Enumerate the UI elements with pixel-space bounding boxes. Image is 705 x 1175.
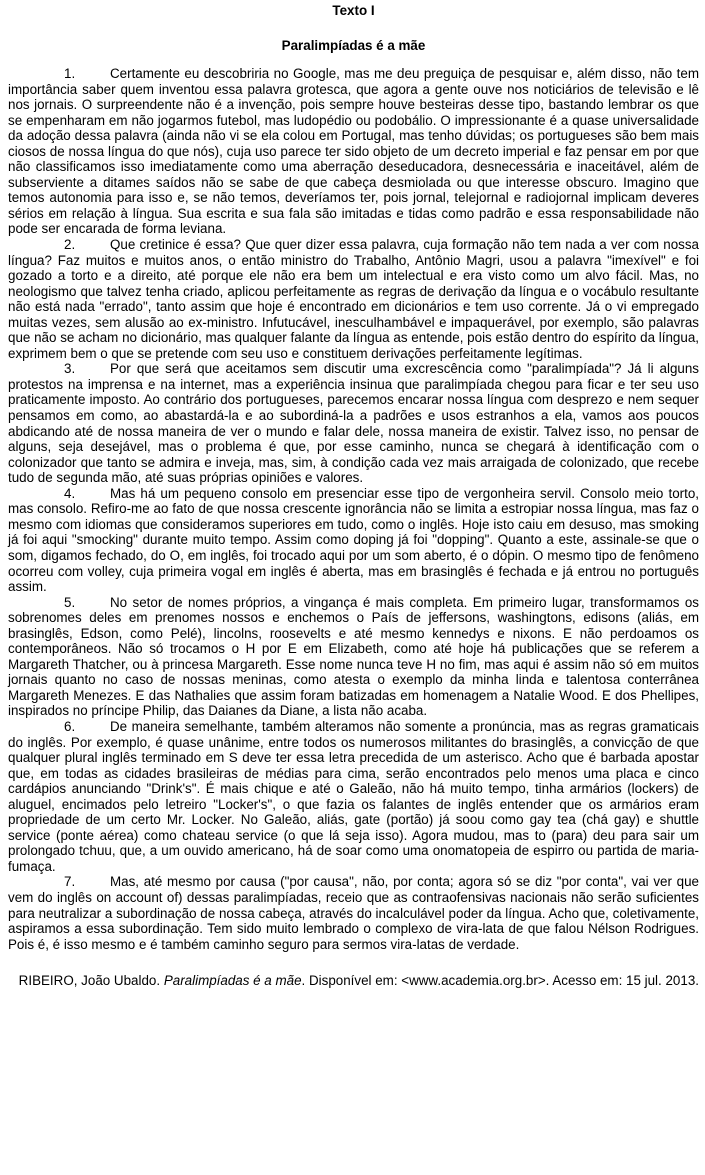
paragraph-number: 7. — [64, 874, 76, 890]
paragraph-number: 6. — [64, 718, 76, 734]
paragraph-number: 3. — [64, 361, 76, 377]
article-body — [8, 66, 699, 952]
article-title: Paralimpíadas é a mãe — [281, 38, 426, 53]
paragraph — [8, 66, 699, 237]
paragraph — [8, 719, 699, 874]
paragraph — [8, 486, 699, 595]
paragraph-text: No setor de nomes próprios, a vingança é mais completa. Em primeiro lugar, transformamos os sobrenomes deles em prenomes nossos e enchemos o País de jeffersons, washingtons, edisons (aliás, em brasinglês, Edson, como Pelé), lincolns, roosevelts e até mesmo kennedys e nixons. E não perdoamos os contemporâneos. Não só trocamos o H por E em Elizabeth, como até hoje há publicações que se referem a Margareth Thatcher, ou à princesa Margareth. Esse nome nunca teve H no fim, mas aqui é assim não só em muitos jornais quanto no caso de nossas meninas, como atesta o exemplo da minha linda e talentosa conterrânea Margareth Menezes. E das Nathalies que assim foram batizadas em homenagem a Natalie Wood. E dos Phellipes, inspirados no príncipe Philip, das Daianes da Diane, a lista não acaba. — [8, 594, 699, 719]
paragraph — [8, 874, 699, 952]
citation-source: . Disponível em: <www.academia.org.br>. Acesso em: 15 jul. 2013. — [301, 973, 699, 989]
paragraph-text: Mas, até mesmo por causa ("por causa", não, por conta; agora só se diz "por conta", vai ver que vem do inglês on account of) dessas paralimpíadas, receio que as contraofensivas nacionais não serão suficientes para neutralizar a subordinação de nossa cabeça, através do incalculável poder da língua. Acho que, coletivamente, aspiramos a essa subordinação. Tem sido muito lembrado o complexo de vira-lata de que falou Nélson Rodrigues. Pois é, é isso mesmo e é também caminho seguro para sermos vira-latas de verdade. — [8, 874, 699, 952]
citation-work: Paralimpíadas é a mãe — [163, 973, 302, 989]
paragraph-text: Por que será que aceitamos sem discutir uma excrescência como "paralimpíada"? Já li alguns protestos na imprensa e na internet, mas a experiência insinua que paralimpíada chegou para ficar e ter seu uso praticamente imposto. Ao contrário dos portugueses, parecemos encarar nossa língua com desprezo e nem sequer pensamos em como, ao abastardá-la e ao subordiná-la a padrões e usos estranhos a ela, vamos aos poucos abdicando até de nossa maneira de ver o mundo e falar dele, nossa maneira de existir. Talvez isso, no pensar de alguns, seja desejável, mas o problema é que, por esse caminho, nunca se chegará à identificação com o colonizador que tanto se admira e inveja, mas, sim, à condição cada vez mais arraigada de colonizado, que recebe tudo de segunda mão, até suas próprias opiniões e valores. — [8, 361, 699, 486]
paragraph-number: 1. — [64, 66, 76, 81]
section-label: Texto I — [332, 3, 375, 18]
paragraph-number: 4. — [64, 485, 76, 501]
paragraph — [8, 237, 699, 361]
citation — [8, 973, 699, 989]
paragraph-number: 5. — [64, 594, 76, 610]
paragraph-text: Certamente eu descobriria no Google, mas me deu preguiça de pesquisar e, além disso, não tem importância saber quem inventou essa palavra grotesca, que agora a gente ouve nos noticiários de televisão e lê nos jornais. O surpreendente não é a invenção, pois sempre houve besteiras desse tipo, bastando lembrar os que se empenharam em não jogarmos futebol, mas ludopédio ou podobálio. O impressionante é a quase universalidade da adoção dessa palavra (ainda não vi se ela colou em Portugal, mas tenho dúvidas; os portugueses são bem mais ciosos de nossa língua do que nós), cuja uso parece ter sido objeto de um decreto imperial e faz pensar em por que não classificamos isso imediatamente como uma aberração deseducadora, desnecessária e inaceitável, além de subserviente a ditames saídos não se sabe de que cabeça desmiolada ou que interesse obscuro. Imagino que temos autonomia para isso e, se não temos, deveríamos ter, pois jornal, telejornal e radiojornal implicam deveres sérios em relação à língua. Sua escrita e sua fala são imitadas e tidas como padrão e essa responsabilidade não pode ser encarada de forma leviana. — [8, 66, 699, 237]
paragraph-text: Que cretinice é essa? Que quer dizer essa palavra, cuja formação não tem nada a ver com nossa língua? Faz muitos e muitos anos, o então ministro do Trabalho, Antônio Magri, usou a palavra "imexível" e foi gozado a torto e a direito, até porque ele não era bem um intelectual e era visto como um alvo fácil. Mas, no neologismo que talvez tenha criado, aplicou perfeitamente as regras de derivação da língua e o vocábulo resultante não está nada "errado", tanto assim que hoje é encontrado em dicionários e tem uso corrente. Já o vi empregado muitas vezes, sem alusão ao ex-ministro. Infutucável, inesculhambável e impaquerável, por exemplo, são palavras que não se acham no dicionário, mas qualquer falante da língua as entende, pois estão dentro do espírito da língua, exprimem bem o que se pretende com seu uso e constituem derivações perfeitamente legítimas. — [8, 237, 699, 361]
paragraph — [8, 361, 699, 485]
paragraph-text: Mas há um pequeno consolo em presenciar esse tipo de vergonheira servil. Consolo meio torto, mas consolo. Refiro-me ao fato de que nossa crescente ignorância não se limita a estropiar nossa língua, mas faz o mesmo com idiomas que consideramos superiores em tudo, como o inglês. Hoje isto caiu em desuso, mas smoking já foi aqui "smocking" durante muito tempo. Assim como doping já foi "dopping". Quanto a este, assinale-se que o som, digamos fechado, do O, em inglês, foi trocado aqui por um som aberto, é o dópin. O mesmo tipo de fenômeno ocorreu com volley, cuja primeira vogal em inglês é aberta, mas em brasinglês é fechada e já entrou no português assim. — [8, 485, 699, 595]
citation-author: RIBEIRO, João Ubaldo. — [18, 973, 161, 989]
paragraph-number: 2. — [64, 237, 76, 253]
paragraph-text: De maneira semelhante, também alteramos não somente a pronúncia, mas as regras gramaticais do inglês. Por exemplo, é quase unânime, entre todos os numerosos militantes do brasinglês, a convicção de que qualquer plural inglês terminado em S deve ter essa letra precedida de um asterisco. Acho que é barbada apostar que, em todas as cidades brasileiras de médias para cima, serão encontrados pelo menos uma placa e cinco cardápios anunciando "Drink's". É mais chique e até o Galeão, não há muito tempo, tinha armários (lockers) de aluguel, encimados pelo letreiro "Locker's", o que fazia os falantes de inglês entender que os armários eram propriedade de um certo Mr. Locker. No Galeão, aliás, gate (portão) já soou como gay tea (chá gay) e shuttle service (ponte aérea) como chateau service (o que lá seja isso). Agora mudou, mas to (para) deu para sair um prolongado tchuu, que, a um ouvido americano, há de soar como uma onomatopeia de espirro ou partida de maria-fumaça. — [8, 718, 699, 874]
paragraph — [8, 595, 699, 719]
